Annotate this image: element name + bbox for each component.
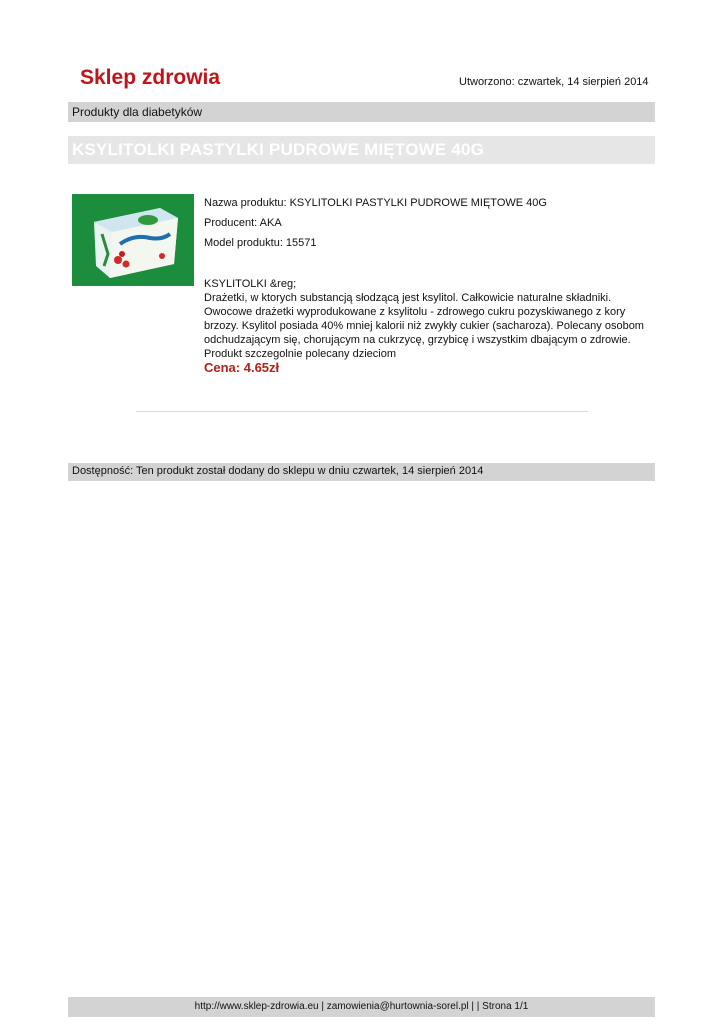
divider bbox=[136, 411, 588, 412]
footer-text: http://www.sklep-zdrowia.eu | zamowienia@hurtownia-sorel.pl | | Strona 1/1 bbox=[194, 1001, 529, 1012]
footer-bar bbox=[68, 997, 655, 1017]
product-description bbox=[204, 277, 644, 361]
product-title: KSYLITOLKI PASTYLKI PUDROWE MIĘTOWE 40G bbox=[72, 140, 485, 159]
model-line: Model produktu: 15571 bbox=[204, 237, 317, 249]
availability-bar bbox=[68, 463, 655, 481]
category-bar bbox=[68, 102, 655, 122]
availability-text: Dostępność: Ten produkt został dodany do sklepu w dniu czwartek, 14 sierpień 2014 bbox=[72, 465, 484, 477]
category-label: Produkty dla diabetyków bbox=[72, 105, 203, 119]
store-title: Sklep zdrowia bbox=[80, 66, 221, 89]
producer-line: Producent: AKA bbox=[204, 217, 282, 229]
product-name-line: Nazwa produktu: KSYLITOLKI PASTYLKI PUDROWE MIĘTOWE 40G bbox=[204, 197, 547, 209]
product-details bbox=[204, 196, 644, 256]
product-image bbox=[72, 194, 194, 286]
brand-logo-icon bbox=[138, 215, 158, 225]
product-price: Cena: 4.65zł bbox=[204, 360, 280, 375]
description-title: KSYLITOLKI &reg; bbox=[204, 278, 297, 290]
product-title-bar bbox=[68, 136, 655, 164]
description-text: Drażetki, w ktorych substancją słodzącą jest ksylitol. Całkowicie naturalne składniki. Owocowe drażetki wyprodukowane z ksylitolu - zdrowego cukru pozyskiwanego z kory brzozy. Ksylitol posiada 40% mniej kalorii niż zwykły cukier (sacharoza). Polecany osobom odchudzającym się, chorującym na cukrzycę, grzybicę i wszystkim dbającym o zdrowie. Produkt szczegolnie polecany dzieciom bbox=[204, 292, 644, 360]
product-box-illustration bbox=[72, 194, 194, 286]
created-date: Utworzono: czwartek, 14 sierpień 2014 bbox=[459, 76, 649, 88]
